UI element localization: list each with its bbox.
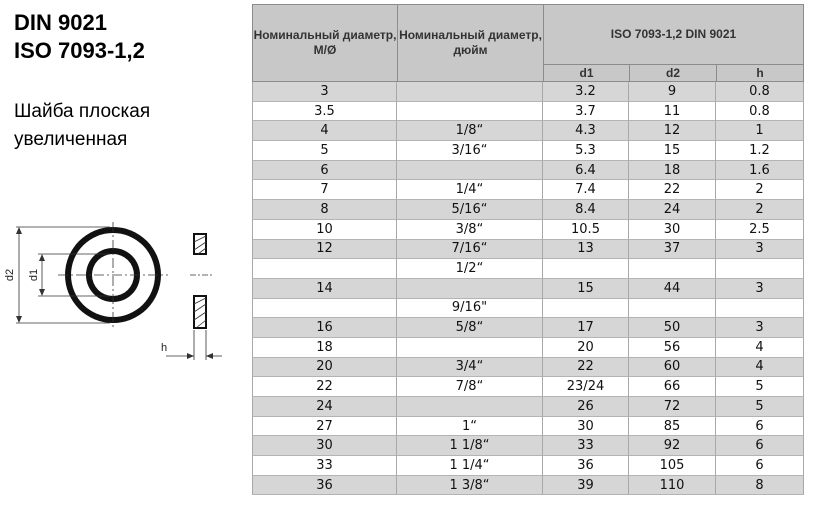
cell-h: 1.6 bbox=[716, 161, 804, 181]
cell-d1: 5.3 bbox=[543, 141, 629, 161]
table-row bbox=[252, 259, 804, 279]
cell-d1: 22 bbox=[543, 358, 629, 378]
cell-nominal-inch: 5/8“ bbox=[397, 318, 543, 338]
cell-d2: 105 bbox=[629, 456, 716, 476]
cell-nominal-inch: 7/8“ bbox=[397, 377, 543, 397]
cell-d1: 6.4 bbox=[543, 161, 629, 181]
cell-d2 bbox=[629, 259, 716, 279]
cell-d1: 17 bbox=[543, 318, 629, 338]
cell-nominal-inch bbox=[397, 338, 543, 358]
cell-nominal-m: 3.5 bbox=[252, 102, 397, 122]
table-row bbox=[252, 82, 804, 102]
cell-h bbox=[716, 299, 804, 319]
cell-nominal-m: 12 bbox=[252, 240, 397, 260]
table-row bbox=[252, 318, 804, 338]
cell-nominal-m: 27 bbox=[252, 417, 397, 437]
cell-nominal-inch bbox=[397, 279, 543, 299]
cell-nominal-inch: 3/16“ bbox=[397, 141, 543, 161]
cell-nominal-m: 22 bbox=[252, 377, 397, 397]
cell-nominal-inch: 1/2“ bbox=[397, 259, 543, 279]
cell-nominal-inch: 1“ bbox=[397, 417, 543, 437]
cell-nominal-m: 20 bbox=[252, 358, 397, 378]
label-h: h bbox=[161, 342, 168, 354]
cell-d1: 10.5 bbox=[543, 220, 629, 240]
cell-d2: 72 bbox=[629, 397, 716, 417]
table-row bbox=[252, 417, 804, 437]
cell-nominal-inch: 3/8“ bbox=[397, 220, 543, 240]
cell-h: 5 bbox=[716, 377, 804, 397]
cell-d1: 13 bbox=[543, 240, 629, 260]
cell-d1: 7.4 bbox=[543, 180, 629, 200]
label-d1: d1 bbox=[28, 268, 40, 282]
cell-nominal-m: 36 bbox=[252, 476, 397, 496]
cell-d2: 60 bbox=[629, 358, 716, 378]
dimension-h bbox=[161, 330, 222, 360]
cell-d1: 39 bbox=[543, 476, 629, 496]
cell-nominal-inch: 7/16“ bbox=[397, 240, 543, 260]
subheader-d2: d2 bbox=[629, 64, 717, 82]
table-row bbox=[252, 220, 804, 240]
cell-nominal-inch bbox=[397, 397, 543, 417]
cell-h: 8 bbox=[716, 476, 804, 496]
cell-h: 0.8 bbox=[716, 82, 804, 102]
subheader-d1: d1 bbox=[543, 64, 630, 82]
cell-d1: 20 bbox=[543, 338, 629, 358]
cell-nominal-m: 14 bbox=[252, 279, 397, 299]
label-d2: d2 bbox=[4, 268, 16, 282]
table-row bbox=[252, 141, 804, 161]
cell-h: 2.5 bbox=[716, 220, 804, 240]
header-nominal-diameter-inch: Номинальный диаметр, дюйм bbox=[397, 4, 544, 82]
cell-nominal-inch: 5/16“ bbox=[397, 200, 543, 220]
cell-nominal-inch bbox=[397, 161, 543, 181]
table-row bbox=[252, 397, 804, 417]
washer-drawing bbox=[0, 222, 250, 372]
header-standard: ISO 7093-1,2 DIN 9021 bbox=[543, 4, 804, 65]
cell-nominal-inch: 1/8“ bbox=[397, 121, 543, 141]
table-row bbox=[252, 279, 804, 299]
table-row bbox=[252, 102, 804, 122]
cell-h: 2 bbox=[716, 180, 804, 200]
washer-front-view bbox=[58, 222, 168, 328]
cell-nominal-inch bbox=[397, 82, 543, 102]
cell-nominal-inch: 1 1/4“ bbox=[397, 456, 543, 476]
cell-d2: 30 bbox=[629, 220, 716, 240]
cell-d2: 44 bbox=[629, 279, 716, 299]
cell-d1 bbox=[543, 259, 629, 279]
cell-nominal-m: 8 bbox=[252, 200, 397, 220]
washer-side-view bbox=[190, 234, 212, 328]
cell-h: 1 bbox=[716, 121, 804, 141]
cell-nominal-m: 3 bbox=[252, 82, 397, 102]
cell-nominal-inch: 3/4“ bbox=[397, 358, 543, 378]
cell-h: 4 bbox=[716, 338, 804, 358]
cell-d2 bbox=[629, 299, 716, 319]
cell-d2: 110 bbox=[629, 476, 716, 496]
table-row bbox=[252, 200, 804, 220]
cell-d2: 85 bbox=[629, 417, 716, 437]
cell-d2: 24 bbox=[629, 200, 716, 220]
cell-d1: 26 bbox=[543, 397, 629, 417]
standard-title-iso: ISO 7093-1,2 bbox=[14, 38, 145, 63]
subheader-h: h bbox=[716, 64, 804, 82]
cell-nominal-m: 4 bbox=[252, 121, 397, 141]
cell-nominal-inch: 1/4“ bbox=[397, 180, 543, 200]
cell-h: 6 bbox=[716, 417, 804, 437]
cell-d1: 8.4 bbox=[543, 200, 629, 220]
cell-nominal-m bbox=[252, 259, 397, 279]
table-row bbox=[252, 240, 804, 260]
cell-nominal-m: 6 bbox=[252, 161, 397, 181]
cell-d2: 50 bbox=[629, 318, 716, 338]
cell-d2: 15 bbox=[629, 141, 716, 161]
cell-h: 3 bbox=[716, 318, 804, 338]
table-body bbox=[252, 82, 804, 495]
cell-h: 4 bbox=[716, 358, 804, 378]
table-row bbox=[252, 121, 804, 141]
cell-d2: 37 bbox=[629, 240, 716, 260]
table-row bbox=[252, 358, 804, 378]
cell-d1 bbox=[543, 299, 629, 319]
cell-nominal-m: 10 bbox=[252, 220, 397, 240]
cell-nominal-m: 18 bbox=[252, 338, 397, 358]
cell-h bbox=[716, 259, 804, 279]
cell-d1: 3.7 bbox=[543, 102, 629, 122]
table-row bbox=[252, 377, 804, 397]
cell-d1: 3.2 bbox=[543, 82, 629, 102]
cell-nominal-inch: 1 3/8“ bbox=[397, 476, 543, 496]
cell-nominal-m: 30 bbox=[252, 436, 397, 456]
cell-h: 2 bbox=[716, 200, 804, 220]
cell-nominal-m bbox=[252, 299, 397, 319]
description-line-2: увеличенная bbox=[14, 129, 128, 150]
cell-d2: 18 bbox=[629, 161, 716, 181]
cell-nominal-m: 24 bbox=[252, 397, 397, 417]
table-row bbox=[252, 338, 804, 358]
product-description bbox=[14, 98, 150, 154]
washer-dimensions-table bbox=[252, 4, 804, 496]
cell-nominal-inch: 9/16" bbox=[397, 299, 543, 319]
cell-h: 6 bbox=[716, 456, 804, 476]
cell-h: 5 bbox=[716, 397, 804, 417]
cell-nominal-m: 5 bbox=[252, 141, 397, 161]
cell-d2: 11 bbox=[629, 102, 716, 122]
cell-d1: 36 bbox=[543, 456, 629, 476]
cell-d2: 12 bbox=[629, 121, 716, 141]
cell-nominal-inch: 1 1/8“ bbox=[397, 436, 543, 456]
cell-nominal-m: 16 bbox=[252, 318, 397, 338]
cell-h: 0.8 bbox=[716, 102, 804, 122]
table-row bbox=[252, 161, 804, 181]
cell-nominal-m: 7 bbox=[252, 180, 397, 200]
cell-d2: 92 bbox=[629, 436, 716, 456]
cell-nominal-inch bbox=[397, 102, 543, 122]
table-row bbox=[252, 476, 804, 496]
cell-h: 3 bbox=[716, 279, 804, 299]
table-row bbox=[252, 436, 804, 456]
cell-d1: 23/24 bbox=[543, 377, 629, 397]
description-line-1: Шайба плоская bbox=[14, 101, 151, 122]
header-nominal-diameter-m: Номинальный диаметр, М/Ø bbox=[252, 4, 398, 82]
table-row bbox=[252, 180, 804, 200]
cell-d1: 15 bbox=[543, 279, 629, 299]
cell-d1: 33 bbox=[543, 436, 629, 456]
cell-h: 3 bbox=[716, 240, 804, 260]
cell-d2: 66 bbox=[629, 377, 716, 397]
cell-d2: 9 bbox=[629, 82, 716, 102]
cell-h: 6 bbox=[716, 436, 804, 456]
table-row bbox=[252, 456, 804, 476]
table-row bbox=[252, 299, 804, 319]
cell-d2: 22 bbox=[629, 180, 716, 200]
cell-nominal-m: 33 bbox=[252, 456, 397, 476]
standard-title-din: DIN 9021 bbox=[14, 10, 107, 35]
cell-d2: 56 bbox=[629, 338, 716, 358]
cell-d1: 30 bbox=[543, 417, 629, 437]
cell-d1: 4.3 bbox=[543, 121, 629, 141]
cell-h: 1.2 bbox=[716, 141, 804, 161]
